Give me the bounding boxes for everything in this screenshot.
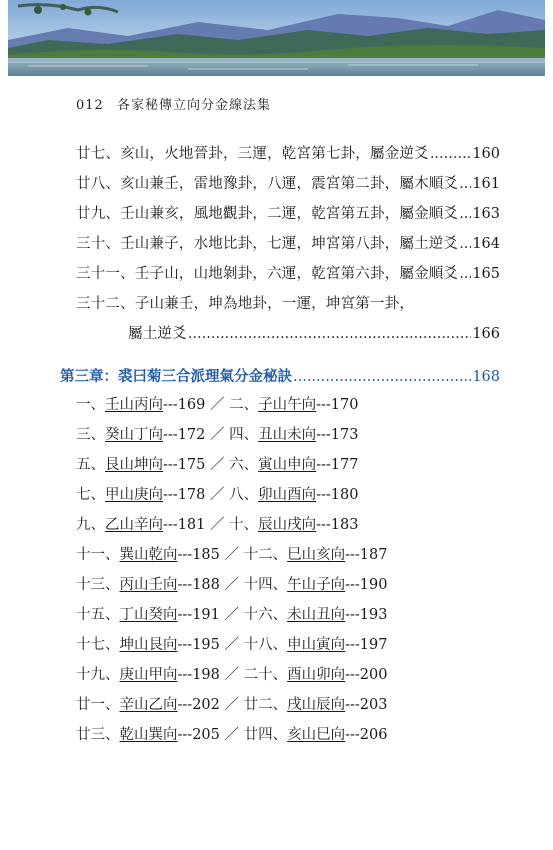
separator: ／ bbox=[209, 397, 225, 413]
direction-page: ---197 bbox=[345, 637, 388, 653]
direction-line bbox=[76, 424, 358, 446]
direction-page: ---193 bbox=[345, 607, 388, 623]
direction-index: 六、 bbox=[229, 457, 259, 473]
dot-leader bbox=[430, 143, 472, 165]
direction-name: 坤山艮向 bbox=[119, 637, 178, 653]
direction-line bbox=[76, 634, 387, 656]
chapter-heading bbox=[60, 365, 500, 389]
direction-name: 午山子向 bbox=[287, 577, 346, 593]
direction-index: 四、 bbox=[229, 427, 259, 443]
toc-entry-page: 161 bbox=[472, 176, 500, 192]
dot-leader bbox=[459, 233, 471, 255]
direction-line bbox=[76, 544, 387, 566]
direction-index: 十九、 bbox=[76, 667, 120, 683]
separator: ／ bbox=[224, 607, 239, 623]
toc-entry-title: 三十二、子山兼壬，坤為地卦，一運，坤宮第一卦， bbox=[76, 296, 415, 312]
running-header bbox=[76, 94, 271, 113]
direction-line bbox=[76, 694, 387, 716]
direction-line bbox=[76, 454, 358, 476]
separator: ／ bbox=[224, 667, 239, 683]
toc-entry bbox=[76, 233, 500, 255]
direction-name: 癸山丁向 bbox=[105, 427, 163, 443]
direction-page: ---195 bbox=[177, 637, 220, 653]
dot-leader bbox=[459, 203, 471, 225]
separator: ／ bbox=[224, 577, 239, 593]
separator: ／ bbox=[209, 427, 225, 443]
direction-index: 一、 bbox=[76, 397, 105, 413]
dot-leader bbox=[293, 365, 471, 389]
book-title: 各家秘傳立向分金線法集 bbox=[116, 98, 271, 113]
direction-index: 九、 bbox=[76, 517, 105, 533]
direction-index: 十七、 bbox=[76, 637, 120, 653]
direction-page: ---205 bbox=[177, 727, 220, 743]
direction-name: 子山午向 bbox=[258, 397, 317, 413]
direction-index: 十三、 bbox=[76, 577, 120, 593]
direction-name: 巽山乾向 bbox=[119, 547, 178, 563]
direction-page: ---173 bbox=[316, 427, 359, 443]
toc-entry-title: 屬土逆爻 bbox=[128, 326, 187, 342]
direction-name: 乾山巽向 bbox=[119, 727, 178, 743]
toc-entry-title: 廿九、壬山兼亥，風地觀卦，二運，乾宮第五卦，屬金順爻 bbox=[76, 206, 459, 222]
toc-entry-page: 160 bbox=[472, 146, 500, 162]
toc-entry bbox=[76, 143, 500, 165]
direction-index: 十四、 bbox=[243, 577, 288, 593]
direction-index: 三、 bbox=[76, 427, 105, 443]
direction-name: 未山丑向 bbox=[287, 607, 346, 623]
separator: ／ bbox=[224, 637, 239, 653]
toc-entry-page: 163 bbox=[472, 206, 500, 222]
direction-name: 巳山亥向 bbox=[287, 547, 346, 563]
toc-entry-title: 三十、壬山兼子，水地比卦，七運，坤宮第八卦，屬土逆爻 bbox=[76, 236, 459, 252]
direction-page: ---169 bbox=[163, 397, 206, 413]
direction-name: 艮山坤向 bbox=[105, 457, 163, 473]
direction-index: 廿四、 bbox=[243, 727, 288, 743]
toc-entry-page: 165 bbox=[472, 266, 500, 282]
direction-name: 申山寅向 bbox=[287, 637, 346, 653]
chapter-title: 第三章：裘曰菊三合派理氣分金秘訣 bbox=[60, 368, 292, 385]
direction-line bbox=[76, 724, 387, 746]
direction-page: ---180 bbox=[316, 487, 359, 503]
direction-line bbox=[76, 514, 358, 536]
direction-index: 二、 bbox=[229, 397, 259, 413]
direction-name: 丁山癸向 bbox=[119, 607, 178, 623]
watercolor-landscape-image bbox=[8, 0, 545, 76]
separator: ／ bbox=[224, 697, 239, 713]
direction-page: ---175 bbox=[163, 457, 206, 473]
chapter-page: 168 bbox=[472, 369, 500, 385]
toc-entry bbox=[76, 203, 500, 225]
dot-leader bbox=[459, 173, 471, 195]
page-number: 012 bbox=[76, 98, 104, 113]
direction-page: ---200 bbox=[345, 667, 388, 683]
toc-entry-continuation bbox=[128, 323, 500, 345]
direction-page: ---198 bbox=[177, 667, 220, 683]
direction-name: 辰山戌向 bbox=[258, 517, 317, 533]
separator: ／ bbox=[209, 487, 225, 503]
toc-entry-title: 廿八、亥山兼壬，雷地豫卦，八運，震宮第二卦，屬木順爻 bbox=[76, 176, 459, 192]
dot-leader bbox=[459, 263, 471, 285]
direction-name: 卯山酉向 bbox=[258, 487, 317, 503]
direction-index: 五、 bbox=[76, 457, 105, 473]
direction-name: 丙山壬向 bbox=[119, 577, 178, 593]
direction-page: ---188 bbox=[177, 577, 220, 593]
direction-name: 庚山甲向 bbox=[119, 667, 178, 683]
direction-index: 廿一、 bbox=[76, 697, 120, 713]
direction-name: 甲山庚向 bbox=[105, 487, 163, 503]
direction-page: ---206 bbox=[345, 727, 388, 743]
direction-index: 十五、 bbox=[76, 607, 120, 623]
direction-name: 乙山辛向 bbox=[105, 517, 163, 533]
separator: ／ bbox=[224, 727, 239, 743]
direction-page: ---177 bbox=[316, 457, 359, 473]
toc-entry bbox=[76, 293, 500, 315]
toc-entry-page: 164 bbox=[472, 236, 500, 252]
direction-page: ---181 bbox=[163, 517, 206, 533]
direction-index: 十六、 bbox=[243, 607, 288, 623]
direction-index: 七、 bbox=[76, 487, 105, 503]
direction-page: ---178 bbox=[163, 487, 206, 503]
separator: ／ bbox=[209, 517, 225, 533]
direction-line bbox=[76, 484, 358, 506]
direction-name: 寅山申向 bbox=[258, 457, 317, 473]
direction-line bbox=[76, 574, 387, 596]
direction-index: 十二、 bbox=[243, 547, 288, 563]
direction-name: 辛山乙向 bbox=[119, 697, 178, 713]
direction-page: ---170 bbox=[316, 397, 359, 413]
direction-name: 壬山丙向 bbox=[105, 397, 163, 413]
dot-leader bbox=[188, 323, 472, 345]
direction-name: 亥山巳向 bbox=[287, 727, 346, 743]
direction-page: ---191 bbox=[177, 607, 220, 623]
direction-name: 丑山未向 bbox=[258, 427, 317, 443]
direction-index: 八、 bbox=[229, 487, 259, 503]
direction-page: ---183 bbox=[316, 517, 359, 533]
direction-line bbox=[76, 604, 387, 626]
direction-line bbox=[76, 394, 358, 416]
toc-entry-page: 166 bbox=[472, 326, 500, 342]
direction-index: 廿三、 bbox=[76, 727, 120, 743]
toc-entry bbox=[76, 173, 500, 195]
direction-page: ---172 bbox=[163, 427, 206, 443]
direction-index: 廿二、 bbox=[243, 697, 288, 713]
direction-page: ---187 bbox=[345, 547, 388, 563]
direction-index: 十、 bbox=[229, 517, 259, 533]
direction-index: 十八、 bbox=[243, 637, 288, 653]
separator: ／ bbox=[209, 457, 225, 473]
direction-page: ---203 bbox=[345, 697, 388, 713]
toc-entry-title: 三十一、壬子山，山地剝卦，六運，乾宮第六卦，屬金順爻 bbox=[76, 266, 459, 282]
direction-page: ---202 bbox=[177, 697, 220, 713]
direction-name: 戌山辰向 bbox=[287, 697, 346, 713]
direction-index: 十一、 bbox=[76, 547, 120, 563]
direction-index: 二十、 bbox=[243, 667, 288, 683]
direction-page: ---185 bbox=[177, 547, 220, 563]
direction-name: 酉山卯向 bbox=[287, 667, 346, 683]
toc-entry bbox=[76, 263, 500, 285]
landscape-banner bbox=[8, 0, 545, 76]
separator: ／ bbox=[224, 547, 239, 563]
direction-line bbox=[76, 664, 387, 686]
toc-entry-title: 廿七、亥山，火地晉卦，三運，乾宮第七卦，屬金逆爻 bbox=[76, 146, 429, 162]
direction-page: ---190 bbox=[345, 577, 388, 593]
